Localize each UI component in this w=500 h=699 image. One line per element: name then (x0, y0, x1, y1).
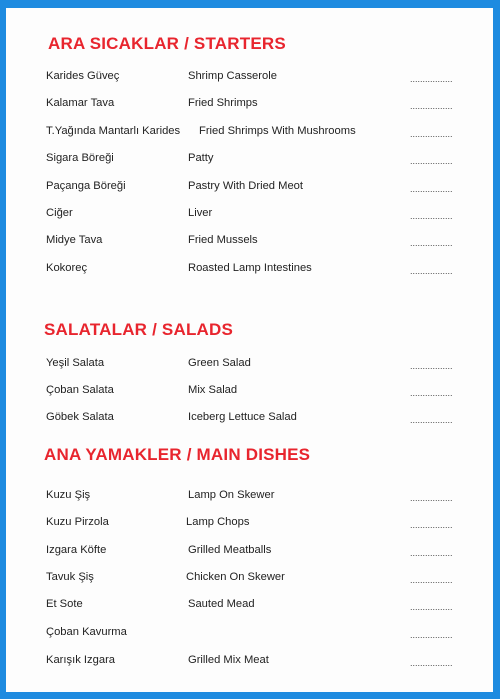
menu-item (6, 70, 493, 86)
menu-item (6, 544, 493, 560)
item-name-tr: Çoban Salata (46, 384, 114, 396)
menu-item (6, 411, 493, 427)
menu-item (6, 571, 493, 587)
menu-item (6, 97, 493, 113)
item-name-tr: Kuzu Pirzola (46, 516, 109, 528)
item-name-en: Sauted Mead (188, 598, 255, 610)
price-dots: ................. (410, 658, 453, 668)
item-name-en: Patty (188, 152, 214, 164)
item-name-en: Roasted Lamp Intestines (188, 262, 312, 274)
item-name-tr: Karides Güveç (46, 70, 120, 82)
item-name-tr: Sigara Böreği (46, 152, 114, 164)
price-dots: ................. (410, 548, 453, 558)
price-dots: ................. (410, 388, 453, 398)
item-name-tr: Karışık Izgara (46, 654, 116, 666)
item-name-tr: Tavuk Şiş (46, 571, 94, 583)
item-name-tr: Paçanga Böreği (46, 180, 126, 192)
item-name-tr: Kuzu Şiş (46, 489, 91, 501)
item-name-en: Lamp On Skewer (188, 489, 275, 501)
menu-item (6, 489, 493, 505)
item-name-en: Fried Shrimps With Mushrooms (199, 125, 356, 137)
item-name-en: Chicken On Skewer (186, 571, 285, 583)
item-name-en: Green Salad (188, 357, 251, 369)
price-dots: ................. (410, 630, 453, 640)
item-name-tr: Izgara Köfte (46, 544, 107, 556)
price-dots: ................. (410, 129, 453, 139)
price-dots: ................. (410, 493, 453, 503)
price-dots: ................. (410, 602, 453, 612)
item-name-en: Pastry With Dried Meot (188, 180, 304, 192)
price-dots: ................. (410, 74, 453, 84)
menu-item (6, 152, 493, 168)
section-heading-main-dishes: ANA YAMAKLER / MAIN DISHES (44, 445, 311, 464)
item-name-en: Mix Salad (188, 384, 238, 396)
price-dots: ................. (410, 415, 453, 425)
item-name-en: Fried Mussels (188, 234, 258, 246)
price-dots: ................. (410, 156, 453, 166)
item-name-tr: Göbek Salata (46, 411, 114, 423)
item-name-en: Shrimp Casserole (188, 70, 277, 82)
item-name-tr: Kokoreç (46, 262, 88, 274)
item-name-tr: Midye Tava (46, 234, 103, 246)
item-name-tr: Çoban Kavurma (46, 626, 127, 638)
price-dots: ................. (410, 266, 453, 276)
item-name-tr: Ciğer (46, 207, 73, 219)
price-dots: ................. (410, 211, 453, 221)
menu-item (6, 654, 493, 670)
item-name-tr: Et Sote (46, 598, 83, 610)
section-heading-starters: ARA SICAKLAR / STARTERS (48, 34, 286, 53)
menu-item (6, 598, 493, 614)
price-dots: ................. (410, 101, 453, 111)
menu-item (6, 357, 493, 373)
menu-item (6, 234, 493, 250)
price-dots: ................. (410, 184, 453, 194)
item-name-en: Lamp Chops (186, 516, 250, 528)
price-dots: ................. (410, 361, 453, 371)
item-name-en: Liver (188, 207, 213, 219)
menu-item (6, 516, 493, 532)
price-dots: ................. (410, 238, 453, 248)
menu-item (6, 626, 493, 642)
menu-item (6, 262, 493, 278)
item-name-en: Fried Shrimps (188, 97, 258, 109)
item-name-en: Iceberg Lettuce Salad (188, 411, 297, 423)
menu-item (6, 180, 493, 196)
item-name-tr: T.Yağında Mantarlı Karides (46, 125, 181, 137)
section-heading-salads: SALATALAR / SALADS (44, 320, 234, 339)
price-dots: ................. (410, 520, 453, 530)
item-name-tr: Yeşil Salata (46, 357, 105, 369)
price-dots: ................. (410, 575, 453, 585)
item-name-en: Grilled Meatballs (188, 544, 272, 556)
item-name-tr: Kalamar Tava (46, 97, 115, 109)
menu-item (6, 125, 493, 141)
item-name-en: Grilled Mix Meat (188, 654, 269, 666)
menu-item (6, 384, 493, 400)
menu-item (6, 207, 493, 223)
